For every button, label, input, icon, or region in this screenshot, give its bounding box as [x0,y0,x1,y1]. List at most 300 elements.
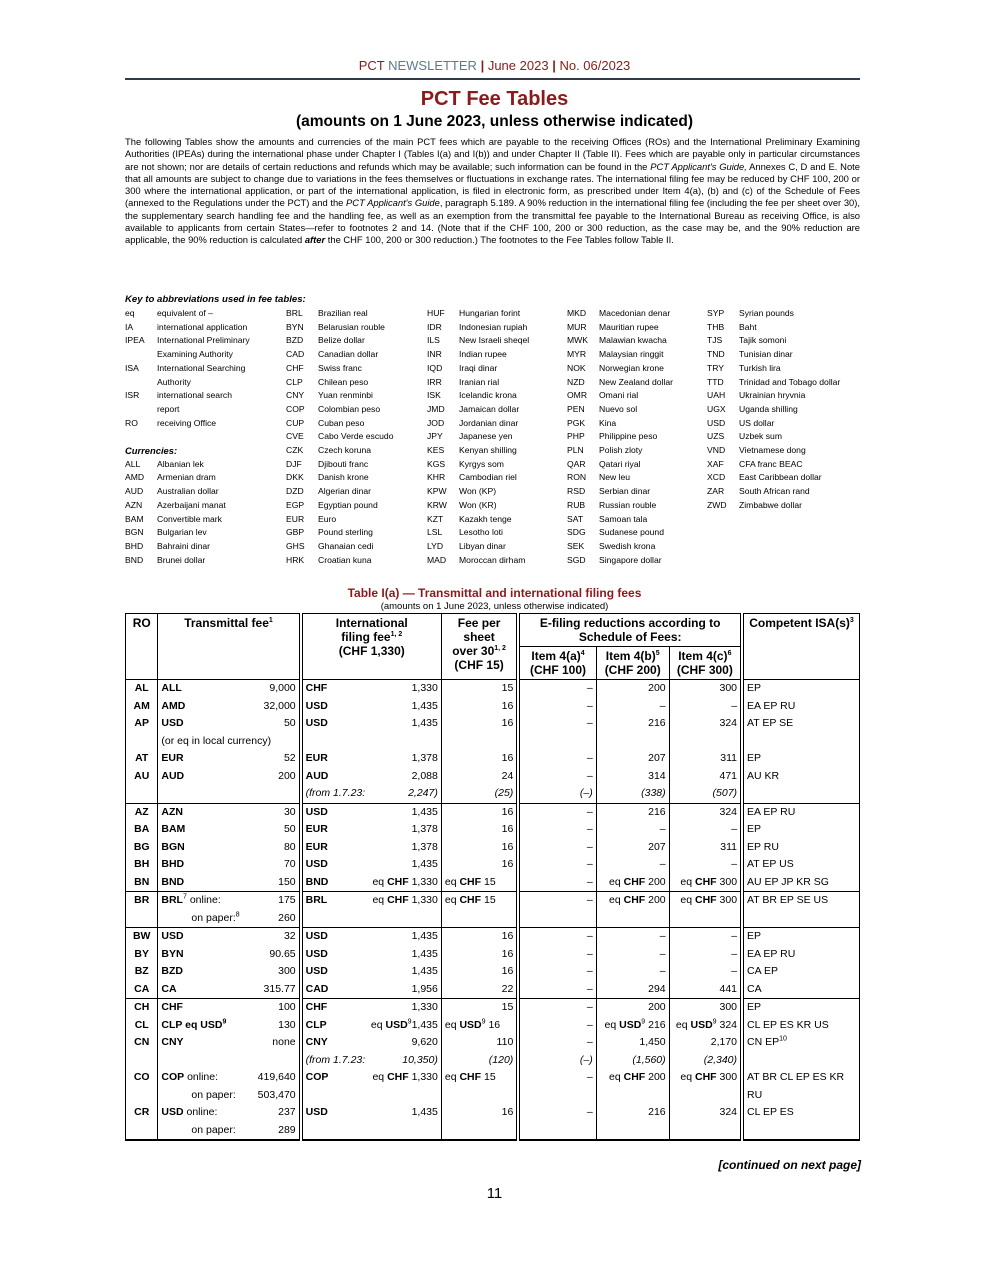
abbreviation-code: KRW [427,499,447,510]
ro-code: CL [126,1017,158,1035]
abbreviation-entry [707,307,867,321]
abbreviation-name: US dollar [739,417,775,428]
item-4b-cell: 200 [596,680,669,698]
currency-column [427,307,567,567]
ro-code: AU [126,768,158,804]
currency-column [567,307,707,567]
abbreviation-name: equivalent of – [157,308,213,318]
ro-code: BW [126,928,158,946]
abbreviation-entry [427,362,567,376]
item-4c-cell: eq CHF 300 [669,874,742,892]
ro-code: AP [126,715,158,750]
abbreviation-code: KZT [427,513,444,524]
abbreviation-code: TJS [707,335,723,346]
table-row [126,856,860,874]
fee-per-sheet-cell: 110 (120) [441,1034,518,1069]
page-title: PCT Fee Tables [420,88,569,110]
abbreviation-code: MKD [567,308,587,318]
item-4a-cell: – [518,946,596,964]
abbreviation-name: Norwegian krone [599,362,664,373]
abbreviation-code: AZN [125,499,143,510]
abbreviation-entry [286,362,426,376]
abbreviation-name: Zimbabwe dollar [739,499,803,510]
transmittal-fee-cell: AZN 30 [158,803,301,821]
currency-column [286,307,426,567]
abbreviation-name: Polish zloty [599,445,643,456]
header-rule [125,78,860,80]
competent-isa-cell: AU EP JP KR SG [742,874,859,892]
abbreviation-code: USD [707,417,726,428]
item-4a-cell: – (–) [518,1034,596,1069]
abbreviation-name: Examining Authority [157,349,233,360]
abbreviation-code: MYR [567,349,587,360]
abbreviation-entry [707,348,867,362]
transmittal-fee-cell: USD online: 237 on paper: 289 [158,1104,301,1140]
abbreviation-code: CHF [286,362,304,373]
abbreviation-entry [567,458,707,472]
table-row [126,1069,860,1104]
transmittal-fee-cell: AMD 32,000 [158,698,301,716]
table-caption: Table I(a) — Transmittal and international filing fees [347,586,642,600]
abbreviation-entry [567,348,707,362]
item-4c-cell: 441 [669,981,742,999]
intl-filing-fee-cell: USD 1,435 [301,715,442,750]
abbreviation-code: JPY [427,431,443,442]
item-4b-cell: 207 [596,839,669,857]
abbreviation-entry [707,471,867,485]
abbreviation-entry [286,554,426,568]
item-4c-cell: – [669,928,742,946]
abbreviation-code: COP [286,403,305,414]
newsletter-header [0,58,989,73]
intl-filing-fee-cell: BND eq CHF 1,330 [301,874,442,892]
abbreviation-name: Tajik somoni [739,335,787,346]
abbreviation-name: New Zealand dollar [599,376,674,387]
abbreviation-name: Ghanaian cedi [318,540,374,551]
abbreviation-name: Egyptian pound [318,499,378,510]
abbreviation-name: international application [157,321,248,332]
applicants-guide-ref: PCT Applicant's Guide [346,197,440,209]
abbreviation-code: MUR [567,321,587,332]
abbreviation-name: report [157,403,180,414]
abbreviation-code: XAF [707,458,724,469]
fee-per-sheet-cell: eq CHF 15 [441,892,518,928]
col-header-intl-filing: International filing fee$^{1, 2}$ (CHF 1,330) [301,614,442,680]
abbreviation-entry [567,389,707,403]
abbreviation-name: Armenian dram [157,472,216,483]
abbreviation-name: Albanian lek [157,458,204,469]
item-4b-cell: 216 [596,803,669,821]
abbreviation-name: Djibouti franc [318,458,369,469]
intl-filing-fee-cell: USD 1,435 [301,856,442,874]
item-4b-cell: 1,450 (1,560) [596,1034,669,1069]
abbreviation-name: Mauritian rupee [599,321,659,332]
page-number: 11 [486,1185,503,1202]
abbreviation-code: NZD [567,376,585,387]
item-4b-cell: – [596,928,669,946]
abbreviation-name: Belarusian rouble [318,321,385,332]
item-4b-cell: 216 [596,715,669,750]
abbreviation-name: Bahraini dinar [157,540,211,551]
abbreviation-code [125,348,157,362]
abbreviation-entry [427,403,567,417]
competent-isa-cell: EP [742,821,859,839]
abbreviation-name: Belize dollar [318,335,365,346]
item-4a-cell: – [518,856,596,874]
table-row [126,963,860,981]
abbreviation-code: SYP [707,308,725,318]
abbreviation-code: MWK [567,335,589,346]
abbreviation-name: Kyrgys som [459,458,504,469]
abbreviation-name: Hungarian forint [459,308,521,318]
fee-per-sheet-cell: 15 [441,999,518,1017]
col-header-isa: Competent $ISA(s)^3$ [742,614,859,680]
abbreviation-entry [125,376,285,390]
abbreviation-code: NOK [567,362,586,373]
table-row [126,999,860,1017]
competent-isa-cell: CN EP$^{10}$ [742,1034,859,1069]
item-4a-cell: – [518,1069,596,1104]
competent-isa-cell: CA EP [742,963,859,981]
abbreviation-name: Convertible mark [157,513,222,524]
item-4b-cell: eq CHF 200 [596,1069,669,1104]
abbreviation-entry [125,499,285,513]
transmittal-fee-cell: BZD 300 [158,963,301,981]
item-4c-cell: 311 [669,750,742,768]
transmittal-fee-cell: BAM 50 [158,821,301,839]
abbreviation-name: Australian dollar [157,486,219,497]
abbreviation-code: CUP [286,417,305,428]
abbreviation-code: BAM [125,513,144,524]
abbreviation-name: New leu [599,472,631,483]
abbreviation-name: Chilean peso [318,376,369,387]
table-row [126,750,860,768]
ro-code: AZ [126,803,158,821]
abbreviation-name: International Searching [157,362,246,373]
table-row [126,981,860,999]
ro-code: BN [126,874,158,892]
transmittal-fee-cell: AUD 200 [158,768,301,804]
intl-filing-fee-cell: COP eq CHF 1,330 [301,1069,442,1104]
fee-per-sheet-cell: eq CHF 15 [441,1069,518,1104]
abbreviation-code: UZS [707,431,725,442]
ro-code: AM [126,698,158,716]
abbreviation-entry [286,526,426,540]
item-4c-cell: – [669,946,742,964]
item-4b-cell: 200 [596,999,669,1017]
transmittal-fee-cell: CHF 100 [158,999,301,1017]
item-4b-cell: 216 [596,1104,669,1140]
transmittal-fee-cell: USD 32 [158,928,301,946]
item-4c-cell: eq USD$^9$ 324 [669,1017,742,1035]
fee-per-sheet-cell: 24 (25) [441,768,518,804]
competent-isa-cell: EP [742,750,859,768]
abbreviation-entry [427,348,567,362]
abbreviation-code: JMD [427,403,445,414]
abbreviation-code: PLN [567,445,584,456]
transmittal-fee-cell: ALL 9,000 [158,680,301,698]
abbreviation-entry [707,417,867,431]
ro-code: CA [126,981,158,999]
table-row [126,715,860,750]
abbreviation-entry [427,444,567,458]
competent-isa-cell: AT EP SE [742,715,859,750]
abbreviation-code: EGP [286,499,305,510]
item-4c-cell: 300 [669,999,742,1017]
abbreviation-name: Sudanese pound [599,527,664,538]
abbreviation-entry [707,403,867,417]
fee-table [125,613,860,1141]
item-4c-cell: – [669,856,742,874]
intl-filing-fee-cell: USD 1,435 [301,928,442,946]
page-subtitle: (amounts on 1 June 2023, unless otherwise indicated) [295,113,694,130]
item-4b-cell: – [596,963,669,981]
fee-per-sheet-cell: 16 [441,803,518,821]
abbreviation-code: ALL [125,458,141,469]
abbreviation-code: JOD [427,417,445,428]
abbreviation-name: Syrian pounds [739,308,794,318]
fee-per-sheet-cell: 16 [441,821,518,839]
transmittal-fee-cell: USD 50 (or eq in local currency) [158,715,301,750]
abbreviation-entry [567,334,707,348]
abbreviation-code: IA [125,321,134,332]
abbreviation-name: Philippine peso [599,431,658,442]
abbreviation-code: AUD [125,486,144,497]
fee-per-sheet-cell: eq CHF 15 [441,874,518,892]
item-4a-cell: – [518,999,596,1017]
abbreviation-name: Indonesian rupiah [459,321,528,332]
abbreviation-entry [286,485,426,499]
abbreviation-name: Won (KR) [459,499,497,510]
item-4b-cell: – [596,698,669,716]
abbreviation-code: UAH [707,390,726,401]
item-4b-cell: eq CHF 200 [596,874,669,892]
abbreviation-code: KHR [427,472,446,483]
competent-isa-cell: AU KR [742,768,859,804]
competent-isa-cell: EP RU [742,839,859,857]
abbreviation-entry [286,389,426,403]
abbreviation-name: Czech koruna [318,445,372,456]
abbreviation-code: EUR [286,513,305,524]
header-newsletter: NEWSLETTER [388,58,477,73]
abbreviation-entry [125,417,285,431]
abbreviation-code: BGN [125,527,144,538]
intl-filing-fee-cell: AUD 2,088 (from 1.7.23: 2,247) [301,768,442,804]
abbreviation-name: Brazilian real [318,308,368,318]
abbreviation-name: Ukrainian hryvnia [739,390,806,401]
abbreviation-entry [707,458,867,472]
abbreviation-entry [427,526,567,540]
item-4c-cell: eq CHF 300 [669,1069,742,1104]
intl-filing-fee-cell: EUR 1,378 [301,821,442,839]
fee-per-sheet-cell: 16 [441,856,518,874]
abbreviation-code: RON [567,472,587,483]
abbreviation-entry [125,403,285,417]
intl-filing-fee-cell: CHF 1,330 [301,999,442,1017]
item-4a-cell: – [518,750,596,768]
header-pct: PCT [358,58,385,73]
item-4c-cell: 324 [669,1104,742,1140]
item-4b-cell: – [596,946,669,964]
abbreviation-code: UGX [707,403,726,414]
abbreviation-name: Swedish krona [599,540,656,551]
competent-isa-cell: EP [742,928,859,946]
transmittal-fee-cell: EUR 52 [158,750,301,768]
item-4c-cell: – [669,698,742,716]
table-row [126,821,860,839]
abbreviation-name: receiving Office [157,417,217,428]
item-4a-cell: – [518,1017,596,1035]
abbreviation-name: Pound sterling [318,527,373,538]
abbreviation-name: Authority [157,376,191,387]
abbreviation-code: RSD [567,486,586,497]
item-4a-cell: – [518,928,596,946]
abbreviation-entry [707,376,867,390]
transmittal-fee-cell: BND 150 [158,874,301,892]
abbreviation-code: CLP [286,376,303,387]
currencies-heading: Currencies: [125,445,178,457]
abbreviation-entry [567,444,707,458]
abbreviation-code: RUB [567,499,586,510]
ro-code: CH [126,999,158,1017]
abbreviation-entry [125,321,285,335]
abbreviation-name: Croatian kuna [318,554,372,565]
item-4a-cell: – [518,1104,596,1140]
abbreviation-name: Icelandic krona [459,390,517,401]
abbreviation-code: PEN [567,403,585,414]
abbreviation-entry [286,540,426,554]
abbreviation-entry [125,307,285,321]
abbreviation-entry [567,321,707,335]
abbreviation-entry [427,417,567,431]
ro-code: AT [126,750,158,768]
item-4b-cell: eq CHF 200 [596,892,669,928]
item-4b-cell: 207 [596,750,669,768]
ro-code: BY [126,946,158,964]
abbreviation-entry [286,430,426,444]
abbreviation-code: CNY [286,390,305,401]
abbreviation-code: HUF [427,308,445,318]
abbreviation-name: Uganda shilling [739,403,798,414]
fee-per-sheet-cell: 16 [441,715,518,750]
abbreviation-entry [125,458,285,472]
abbreviation-name: Nuevo sol [599,403,638,414]
abbreviation-name: Colombian peso [318,403,381,414]
abbreviation-entry [286,513,426,527]
intl-filing-fee-cell: EUR 1,378 [301,839,442,857]
fee-per-sheet-cell: 22 [441,981,518,999]
abbreviation-entry [125,554,285,568]
item-4b-cell: eq USD$^9$ 216 [596,1017,669,1035]
abbreviation-name: Samoan tala [599,513,648,524]
abbreviation-name: Singapore dollar [599,554,662,565]
competent-isa-cell: EA EP RU [742,803,859,821]
abbreviation-name: Tunisian dinar [739,349,793,360]
competent-isa-cell: EA EP RU [742,698,859,716]
abbreviation-code: BHD [125,540,144,551]
abbreviation-entry [286,417,426,431]
abbreviation-name: Trinidad and Tobago dollar [739,376,841,387]
transmittal-fee-cell: BHD 70 [158,856,301,874]
abbreviation-entry [567,430,707,444]
item-4c-cell: – [669,963,742,981]
table-row [126,1104,860,1140]
abbreviation-entry [125,540,285,554]
item-4a-cell: – [518,698,596,716]
abbreviation-name: Turkish lira [739,362,781,373]
abbreviation-name: Algerian dinar [318,486,372,497]
abbreviation-code: PGK [567,417,586,428]
abbreviation-entry [427,471,567,485]
competent-isa-cell: AT BR CL EP ES KR RU [742,1069,859,1104]
intl-filing-fee-cell: EUR 1,378 [301,750,442,768]
abbreviation-entry [427,430,567,444]
item-4a-cell: – (–) [518,768,596,804]
transmittal-fee-cell: BRL$^7$ online: 175 on paper:$^8$ 260 [158,892,301,928]
abbreviation-name: Malawian kwacha [599,335,667,346]
col-header-efiling: E-filing reductions according to Schedule of Fees: [518,614,742,647]
table-row [126,874,860,892]
abbreviation-code: SDG [567,527,586,538]
abbreviation-entry [427,499,567,513]
abbreviation-entry [427,321,567,335]
abbreviation-code [125,376,157,390]
table-row [126,768,860,804]
item-4a-cell: – [518,981,596,999]
abbreviation-name: CFA franc BEAC [739,458,803,469]
abbreviation-entry [567,471,707,485]
competent-isa-cell: CL EP ES [742,1104,859,1140]
abbreviation-name: Kazakh tenge [459,513,512,524]
abbreviation-name: Iraqi dinar [459,362,498,373]
abbreviation-entry [707,444,867,458]
fee-per-sheet-cell: 16 [441,698,518,716]
fee-per-sheet-cell: 16 [441,1104,518,1140]
col-header-transmittal: Transmittal fee$^1$ [158,614,301,680]
table-row [126,1034,860,1069]
abbreviation-entry [286,307,426,321]
abbreviation-entry [286,321,426,335]
abbreviation-code: KPW [427,486,447,497]
intl-filing-fee-cell: CNY 9,620 (from 1.7.23: 10,350) [301,1034,442,1069]
abbreviation-entry [707,430,867,444]
abbreviation-name: East Caribbean dollar [739,472,822,483]
abbreviation-code: AMD [125,472,145,483]
abbreviation-name: Bulgarian lev [157,527,207,538]
col-header-item-4b: Item $4(b)^5$ (CHF 200) [596,647,669,680]
item-4a-cell: – [518,680,596,698]
abbreviation-name: Serbian dinar [599,486,651,497]
applicants-guide-ref: PCT Applicant's Guide, [650,160,747,172]
abbreviation-code: BND [125,554,144,565]
abbreviation-entry [427,334,567,348]
fee-per-sheet-cell: 16 [441,839,518,857]
table-row [126,680,860,698]
abbreviation-entry [567,307,707,321]
item-4a-cell: – [518,803,596,821]
abbreviation-code: SAT [567,513,584,524]
abbreviation-name: Macedonian denar [599,308,671,318]
abbreviation-entry [125,334,285,348]
item-4c-cell: 471 (507) [669,768,742,804]
competent-isa-cell: CL EP ES KR US [742,1017,859,1035]
item-4b-cell: – [596,821,669,839]
item-4a-cell: – [518,874,596,892]
abbreviation-code: eq [125,308,135,318]
competent-isa-cell: AT EP US [742,856,859,874]
abbreviation-entry [567,513,707,527]
header-issue: No. 06/2023 [559,58,631,73]
